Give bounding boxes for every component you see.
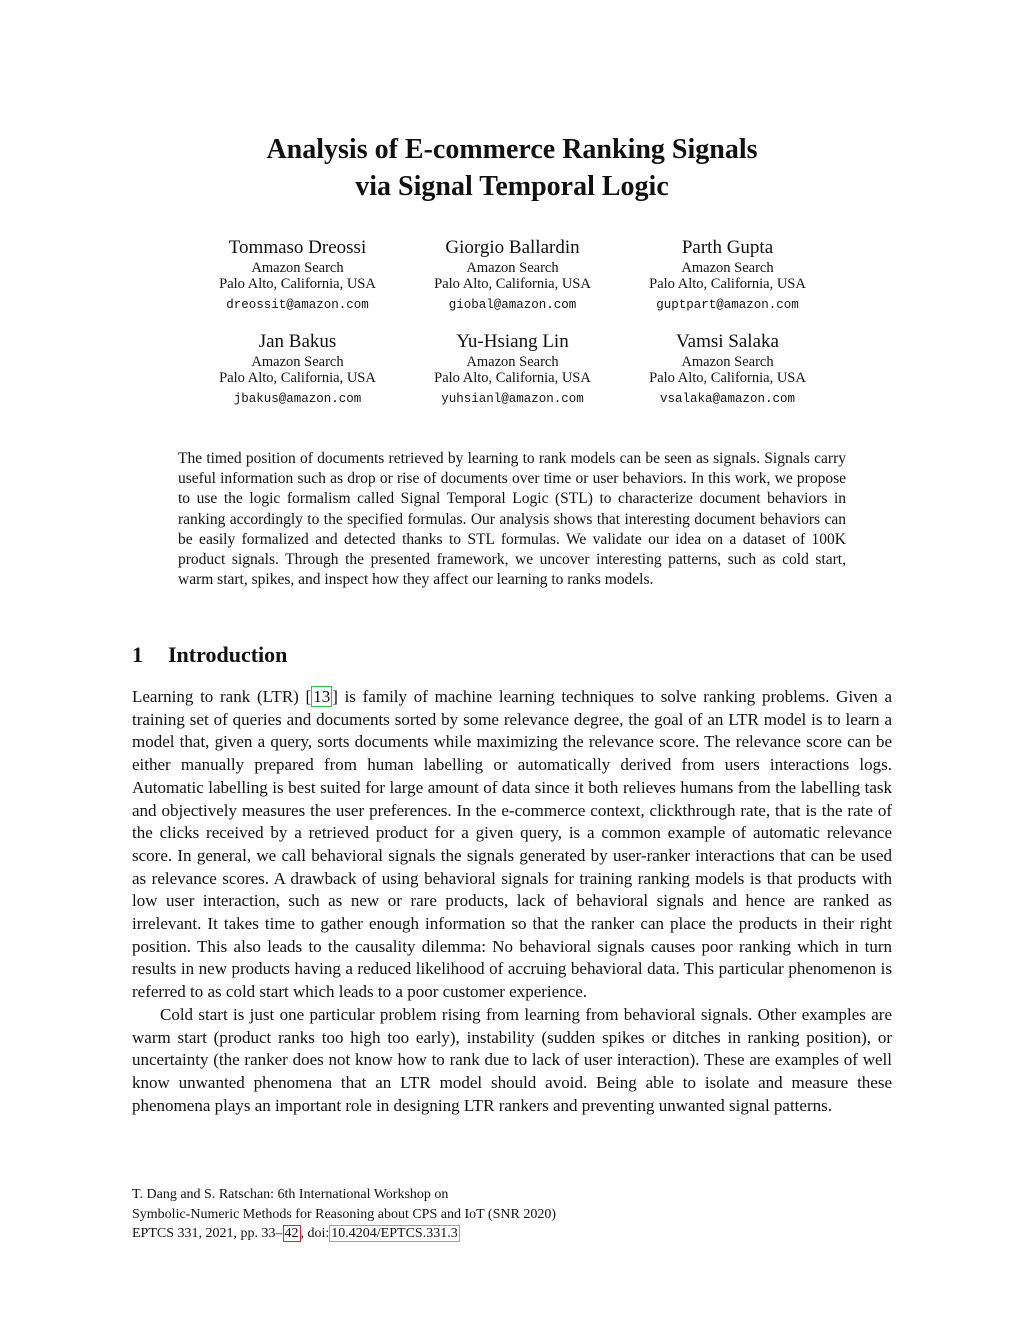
author-block	[405, 330, 620, 407]
abstract: The timed position of documents retrieved by learning to rank models can be seen as signals. Signals carry useful information such as drop or rise of documents over time or user behaviors. In this work, we propose to use the logic formalism called Signal Temporal Logic (STL) to characterize document behaviors in ranking accordingly to the specified formulas. Our analysis shows that interesting document behaviors can be easily formalized and detected thanks to STL formulas. We validate our idea on a dataset of 100K product signals. Through the presented framework, we uncover interesting patterns, such as cold start, warm start, spikes, and inspect how they affect our learning to ranks models.	[178, 450, 846, 589]
author-org: Amazon Search	[466, 260, 559, 276]
title-line-2: via Signal Temporal Logic	[355, 171, 669, 202]
footer-pages-prefix: EPTCS 331, 2021, pp. 33–	[132, 1226, 283, 1241]
author-email[interactable]: giobal@amazon.com	[448, 298, 577, 312]
author-block	[620, 330, 835, 407]
section-title: Introduction	[168, 642, 288, 667]
author-block	[620, 236, 835, 313]
author-org: Amazon Search	[681, 354, 774, 370]
section-number: 1	[132, 642, 143, 667]
author-location: Palo Alto, California, USA	[219, 370, 376, 386]
author-name: Giorgio Ballardin	[445, 237, 580, 258]
doi-label: , doi:	[300, 1226, 330, 1241]
author-location: Palo Alto, California, USA	[219, 276, 376, 292]
author-email[interactable]: yuhsianl@amazon.com	[441, 392, 584, 406]
author-block	[405, 236, 620, 313]
author-name: Parth Gupta	[681, 237, 774, 258]
author-email[interactable]: guptpart@amazon.com	[656, 298, 799, 312]
footer-line-2: Symbolic-Numeric Methods for Reasoning about CPS and IoT (SNR 2020)	[132, 1206, 556, 1222]
footer-line-1: T. Dang and S. Ratschan: 6th International Workshop on	[132, 1187, 449, 1202]
author-email[interactable]: jbakus@amazon.com	[233, 392, 362, 406]
last-page-link[interactable]: 42	[284, 1226, 299, 1241]
author-org: Amazon Search	[466, 354, 559, 370]
author-email[interactable]: dreossit@amazon.com	[226, 298, 369, 312]
author-name: Jan Bakus	[258, 331, 337, 352]
paper-title	[0, 131, 1024, 205]
author-name: Vamsi Salaka	[676, 331, 779, 352]
introduction-body	[132, 686, 892, 1117]
author-row-1	[190, 236, 835, 313]
author-org: Amazon Search	[251, 260, 344, 276]
intro-paragraph-1	[132, 686, 892, 1004]
doi-link[interactable]: 10.4204/EPTCS.331.3	[331, 1226, 458, 1241]
author-location: Palo Alto, California, USA	[434, 276, 591, 292]
author-location: Palo Alto, California, USA	[649, 276, 806, 292]
author-row-2	[190, 330, 835, 407]
author-org: Amazon Search	[251, 354, 344, 370]
author-location: Palo Alto, California, USA	[434, 370, 591, 386]
intro-paragraph-2: Cold start is just one particular problem rising from learning from behavioral signals. Other examples are warm start (product ranks too high too early), instability (sudden spikes or ditches in ranking position), or uncertainty (the ranker does not know how to rank due to lack of user interaction). These are examples of well know unwanted phenomena that an LTR model should avoid. Being able to isolate and measure these phenomena plays an important role in designing LTR rankers and preventing unwanted signal patterns.	[132, 1004, 892, 1115]
intro-p1-rest: ] is family of machine learning techniques to solve ranking problems. Given a training set of queries and documents sorted by some relevance degree, the goal of an LTR model is to learn a model that, given a query, sorts documents while maximizing the relevance score. The relevance score can be either manually prepared from human labelling or automatically derived from users interactions logs. Automatic labelling is best suited for large amount of data since it both relieves humans from the labelling task and objectively measures the user preferences. In the e-commerce context, clickthrough rate, that is the rate of the clicks received by a retrieved product for a given query, is a common example of automatic relevance score. In general, we call behavioral signals the signals generated by user-ranker interactions that can be used as relevance scores. A drawback of using behavioral signals for training ranking models is that products with low user interaction, such as new or rare products, lack of behavioral signals and hence are ranked as irrelevant. It takes time to gather enough information so that the ranker can place the products in their right position. This also leads to the causality dilemma: No behavioral signals causes poor ranking which in turn results in new products having a reduced likelihood of accruing behavioral data. This particular phenomenon is referred to as cold start which leads to a poor customer experience.	[132, 687, 892, 1002]
author-name: Tommaso Dreossi	[228, 237, 367, 258]
author-location: Palo Alto, California, USA	[649, 370, 806, 386]
title-line-1: Analysis of E-commerce Ranking Signals	[266, 134, 758, 165]
author-block	[190, 236, 405, 313]
citation-link[interactable]: 13	[313, 687, 331, 706]
intro-p1-start: Learning to rank (LTR) [	[132, 687, 312, 706]
footer-line-3	[132, 1224, 556, 1244]
author-org: Amazon Search	[681, 260, 774, 276]
author-name: Yu-Hsiang Lin	[456, 331, 569, 352]
author-block	[190, 330, 405, 407]
section-heading	[132, 640, 287, 670]
publication-footer	[132, 1185, 556, 1244]
author-email[interactable]: vsalaka@amazon.com	[659, 392, 796, 406]
